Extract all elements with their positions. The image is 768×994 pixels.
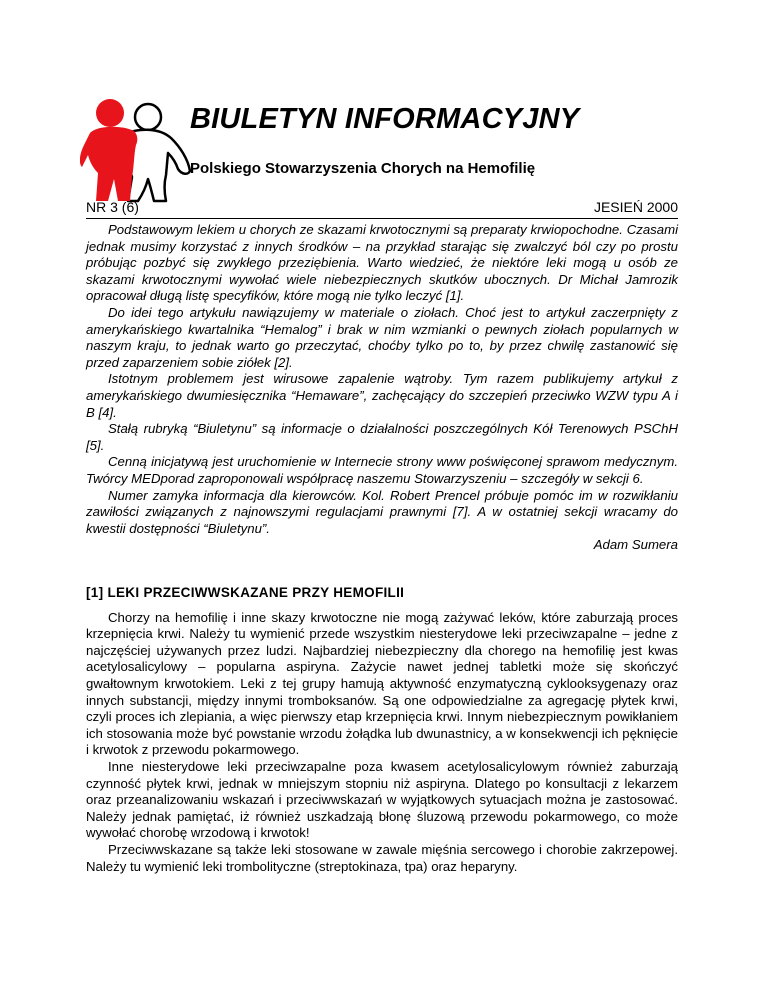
- section-paragraph: Przeciwwskazane są także leki stosowane w zawale mięśnia sercowego i chorobie zakrzepowej. Należy tu wymienić leki trombolityczne (streptokinaza, tpa) oraz heparyny.: [86, 841, 678, 874]
- page-title: BIULETYN INFORMACYJNY: [190, 103, 580, 135]
- intro-paragraph: Numer zamyka informacja dla kierowców. Kol. Robert Prencel próbuje pomóc im w rozwikłaniu zawiłości związanych z najnowszymi regulacjami prawnymi [7]. A w ostatniej sekcji wracamy do kwestii dostępności “Biuletynu”.: [86, 487, 678, 536]
- intro-paragraph: Cenną inicjatywą jest uruchomienie w Internecie strony www poświęconej sprawom medycznym. Twórcy MEDporad zaproponowali współpracę naszemu Stowarzyszeniu – szczegóły w sekcji 6.: [86, 454, 678, 486]
- section-paragraph: Chorzy na hemofilię i inne skazy krwotoczne nie mogą zażywać leków, które zaburzają proces krzepnięcia krwi. Należy tu wymienić przede wszystkim niesterydowe leki przeciwzapalne – jedne z najczęściej używanych przez ludzi. Najbardziej niebezpieczny dla chorego na hemofilię jest kwas acetylosalicylowy – popularna aspiryna. Zażycie nawet jednej tabletki może się skończyć gwałtownym krwotokiem. Leki z tej grupy hamują aktywność enzymatyczną cyklooksygenazy oraz innych substancji, między innymi tromboksanów. Są one odpowiedzialne za agregację płytek krwi, czyli proces ich zlepiania, a więc pierwszy etap krzepnięcia krwi. Innym niebezpiecznym powikłaniem ich stosowania może być powstanie wrzodu żołądka lub dwunastnicy, a w konsekwencji ich pęknięcie i krwotok z przewodu pokarmowego.: [86, 609, 678, 758]
- intro-paragraph: Stałą rubryką “Biuletynu” są informacje o działalności poszczególnych Kół Terenowych PSChH [5].: [86, 421, 678, 453]
- issue-number: NR 3 (6): [86, 199, 139, 215]
- intro-text: [86, 222, 678, 554]
- two-people-logo-icon: [80, 97, 192, 203]
- header-divider: [86, 218, 678, 219]
- page-subtitle: Polskiego Stowarzyszenia Chorych na Hemofilię: [190, 160, 536, 177]
- intro-paragraph: Do idei tego artykułu nawiązujemy w materiale o ziołach. Choć jest to artykuł zaczerpnięty z amerykańskiego kwartalnika “Hemalog” i brak w nim wzmianki o pewnych ziołach popularnych w naszym kraju, to jednak warto go przeczytać, choćby tylko po to, by przez chwilę zastanowić się przed zaparzeniem sobie ziółek [2].: [86, 304, 678, 370]
- author-signature: Adam Sumera: [593, 537, 678, 553]
- section-heading: [1] LEKI PRZECIWWSKAZANE PRZY HEMOFILII: [86, 585, 405, 600]
- issue-date: JESIEŃ 2000: [593, 199, 678, 215]
- intro-paragraph: Istotnym problemem jest wirusowe zapalenie wątroby. Tym razem publikujemy artykuł z amerykańskiego dwumiesięcznika “Hemaware”, zachęcający do szczepień przeciwko WZW typu A i B [4].: [86, 371, 678, 420]
- intro-paragraph: Podstawowym lekiem u chorych ze skazami krwotocznymi są preparaty krwiopochodne. Czasami jednak musimy korzystać z innych środków – na przykład starając się zwalczyć ból czy po prostu próbując pozbyć się zwykłego przeziębienia. Warto wiedzieć, że niektóre leki mogą u osób ze skazami krwotocznymi wywołać wiele niebezpiecznych skutków ubocznych. Dr Michał Jamrozik opracował długą listę specyfików, które mogą nie tylko leczyć [1].: [86, 222, 678, 304]
- issue-bar: [86, 195, 678, 219]
- section-contraindicated-drugs: [86, 585, 678, 875]
- section-paragraph: Inne niesterydowe leki przeciwzapalne poza kwasem acetylosalicylowym również zaburzają czynność płytek krwi, jednak w mniejszym stopniu niż aspiryna. Dlatego po konsultacji z lekarzem oraz przeanalizowaniu wskazań i przeciwwskazań w wyjątkowych sytuacjach można je zastosować. Należy jednak pamiętać, iż również uszkadzają błonę śluzową przewodu pokarmowego, co może wywołać chorobę wrzodową i krwotok!: [86, 758, 678, 841]
